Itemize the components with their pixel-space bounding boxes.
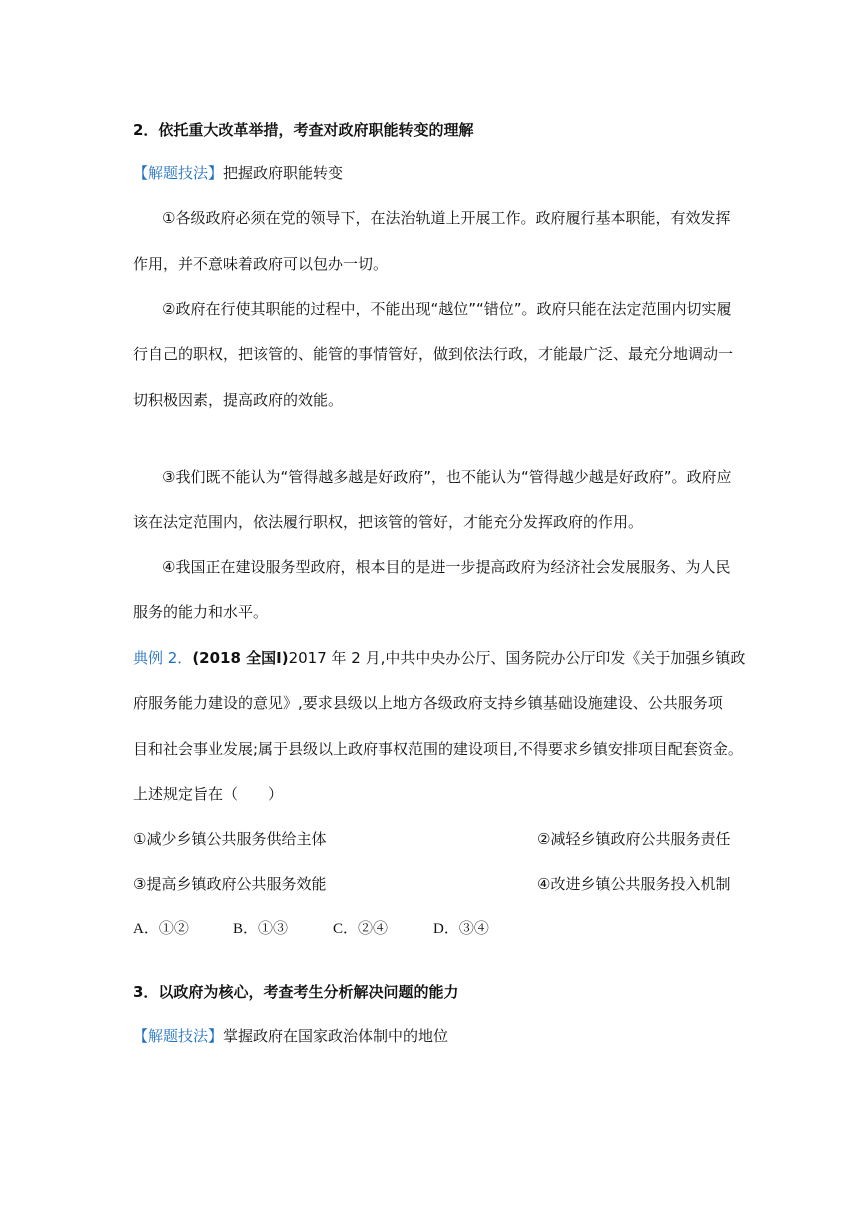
paragraph-line: ④我国正在建设服务型政府，根本目的是进一步提高政府为经济社会发展服务、为人民 (162, 558, 731, 576)
paragraph-line: ①各级政府必须在党的领导下，在法治轨道上开展工作。政府履行基本职能，有效发挥 (162, 209, 731, 227)
option-item: ③提高乡镇政府公共服务效能 (133, 875, 327, 893)
answer-choices (133, 919, 533, 939)
answer-choice-c: C．②④ (333, 921, 389, 937)
tip-tag: 【解题技法】 (133, 1027, 224, 1045)
tip-tag: 【解题技法】 (133, 164, 224, 182)
answer-choice-b: B．①③ (233, 921, 289, 937)
example-question-stem: 上述规定旨在（ ） (133, 785, 284, 803)
example-source: (2018 全国Ⅰ) (192, 649, 289, 667)
paragraph-line: 服务的能力和水平。 (133, 603, 269, 621)
example-tag: 典例 2． (133, 649, 193, 667)
section-heading: 2．依托重大改革举措，考查对政府职能转变的理解 (133, 121, 474, 139)
option-item: ④改进乡镇公共服务投入机制 (537, 875, 731, 893)
option-row (133, 874, 731, 894)
option-item: ①减少乡镇公共服务供给主体 (133, 830, 327, 848)
example-text: 2017 年 2 月,中共中央办公厅、国务院办公厅印发《关于加强乡镇政 (288, 649, 746, 667)
answer-choice-a: A．①② (133, 921, 189, 937)
paragraph-line: 作用，并不意味着政府可以包办一切。 (133, 255, 389, 273)
paragraph-line: 该在法定范围内，依法履行职权，把该管的管好，才能充分发挥政府的作用。 (133, 513, 644, 531)
tip-line (133, 1026, 448, 1046)
paragraph-line: ③我们既不能认为“管得越多越是好政府”，也不能认为“管得越少越是好政府”。政府应 (162, 468, 732, 486)
tip-line (133, 163, 343, 183)
tip-text: 把握政府职能转变 (223, 164, 344, 182)
section-heading: 3．以政府为核心，考查考生分析解决问题的能力 (133, 983, 459, 1001)
paragraph-line: 切积极因素，提高政府的效能。 (133, 391, 344, 409)
option-row (133, 829, 731, 849)
answer-choice-d: D．③④ (433, 921, 489, 937)
example-text-line: 目和社会事业发展;属于县级以上政府事权范围的建设项目,不得要求乡镇安排项目配套资金。 (133, 740, 743, 758)
tip-text: 掌握政府在国家政治体制中的地位 (223, 1027, 449, 1045)
example-first-line (133, 648, 745, 668)
paragraph-line: 行自己的职权，把该管的、能管的事情管好，做到依法行政，才能最广泛、最充分地调动一 (133, 345, 734, 363)
example-text-line: 府服务能力建设的意见》,要求县级以上地方各级政府支持乡镇基础设施建设、公共服务项 (133, 694, 723, 712)
option-item: ②减轻乡镇政府公共服务责任 (537, 830, 731, 848)
paragraph-line: ②政府在行使其职能的过程中，不能出现“越位”“错位”。政府只能在法定范围内切实履 (162, 300, 732, 318)
